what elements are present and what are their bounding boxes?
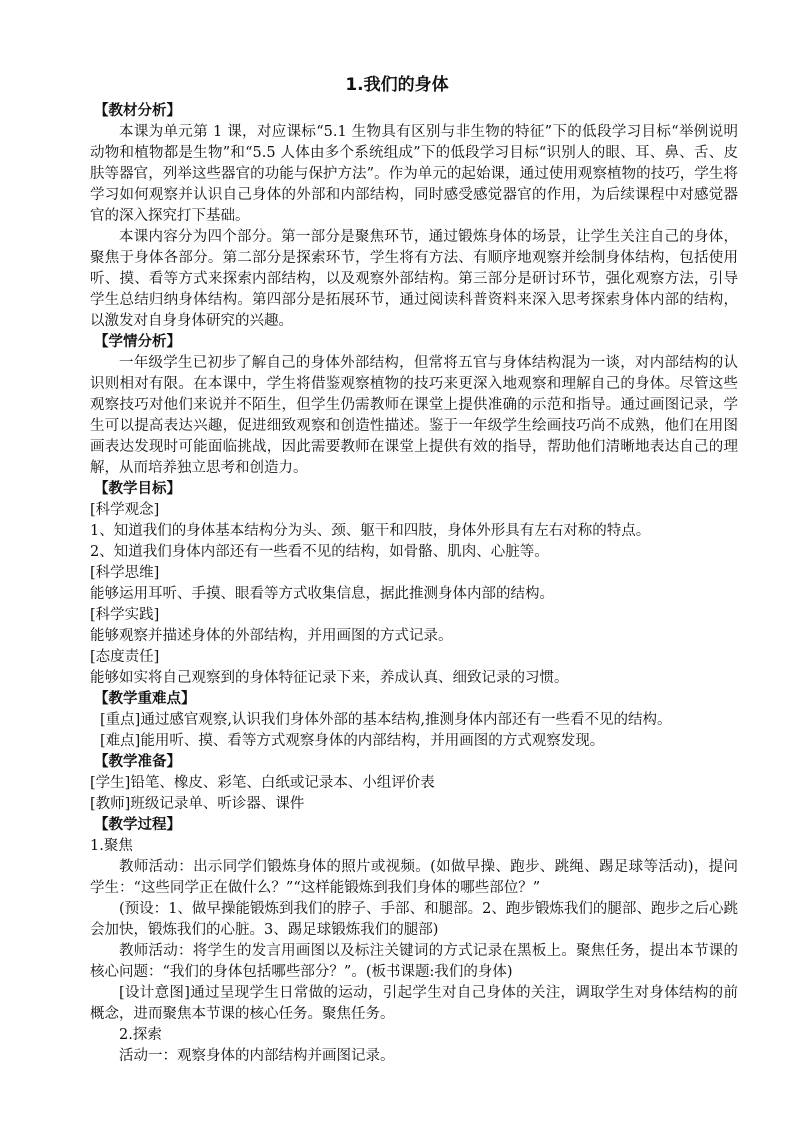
paragraph: 本课内容分为四个部分。第一部分是聚焦环节，通过锻炼身体的场景，让学生关注自己的身体，聚焦于身体各部分。第二部分是探索环节，学生将有方法、有顺序地观察并绘制身体结构，包括使用听、摸、看等方式来探索内部结构，以及观察外部结构。第三部分是研讨环节，强化观察方法，引导学生总结归纳身体结构。第四部分是拓展环节，通过阅读科普资料来深入思考探索身体内部的结构，以激发对自身身体研究的兴趣。 <box>90 229 738 329</box>
goal-item: 能够运用耳听、手摸、眼看等方式收集信息，据此推测身体内部的结构。 <box>90 586 554 602</box>
paragraph: [设计意图]通过呈现学生日常做的运动，引起学生对自己身体的关注，调取学生对身体结构的前概念，进而聚焦本节课的核心任务。聚焦任务。 <box>90 985 738 1022</box>
prep-item: [学生]铅笔、橡皮、彩笔、白纸或记录本、小组评价表 <box>90 775 435 791</box>
heading-preparation: 【教学准备】 <box>94 754 181 770</box>
paragraph: 本课为单元第 1 课，对应课标“5.1 生物具有区别与非生物的特征”下的低段学习目标“举例说明动物和植物都是生物”和“5.5 人体由多个系统组成”下的低段学习目标“识别人的眼、耳、鼻、舌、皮肤等器官，列举这些器官的功能与保护方法”。作为单元的起始课，通过使用观察植物的技巧，学生将学习如何观察并认识自己身体的外部和内部结构，同时感受感觉器官的作用，为后续课程中对感觉器官的深入探究打下基础。 <box>90 124 738 224</box>
paragraph: 一年级学生已初步了解自己的身体外部结构，但常将五官与身体结构混为一谈，对内部结构的认识则相对有限。在本课中，学生将借鉴观察植物的技巧来更深入地观察和理解自己的身体。尽管这些观察技巧对他们来说并不陌生，但学生仍需教师在课堂上提供准确的示范和指导。通过画图记录，学生可以提高表达兴趣，促进细致观察和创造性描述。鉴于一年级学生绘画技巧尚不成熟，他们在用图画表达发现时可能面临挑战，因此需要教师在课堂上提供有效的指导，帮助他们清晰地表达自己的理解，从而培养独立思考和创造力。 <box>90 355 738 476</box>
paragraph: 教师活动：将学生的发言用画图以及标注关键词的方式记录在黑板上。聚焦任务，提出本节课的核心问题：“我们的身体包括哪些部分？”。(板书课题:我们的身体) <box>90 943 738 980</box>
prep-item: [教师]班级记录单、听诊器、课件 <box>90 796 305 812</box>
goal-item: 能够如实将自己观察到的身体特征记录下来，养成认真、细致记录的习惯。 <box>90 670 569 686</box>
goal-item: 1、知道我们的身体基本结构分为头、颈、躯干和四肢，身体外形具有左右对称的特点。 <box>90 523 651 539</box>
heading-student-analysis: 【学情分析】 <box>94 334 181 350</box>
step-title: 2.探索 <box>119 1027 162 1043</box>
goal-category: [态度责任] <box>90 649 160 665</box>
heading-key-points: 【教学重难点】 <box>94 691 196 707</box>
step-title: 1.聚焦 <box>90 838 133 854</box>
goal-category: [科学观念] <box>90 502 160 518</box>
paragraph: 活动一：观察身体的内部结构并画图记录。 <box>119 1048 395 1064</box>
heading-process: 【教学过程】 <box>94 817 181 833</box>
page-title: 1.我们的身体 <box>345 75 449 95</box>
heading-textbook-analysis: 【教材分析】 <box>94 103 181 119</box>
paragraph: (预设：1、做早操能锻炼到我们的脖子、手部、和腿部。2、跑步锻炼我们的腿部、跑步之后心跳会加快，锻炼我们的心脏。3、踢足球锻炼我们的腿部) <box>90 901 738 938</box>
key-point: [重点]通过感官观察,认识我们身体外部的基本结构,推测身体内部还有一些看不见的结构。 <box>100 712 672 728</box>
paragraph: 教师活动：出示同学们锻炼身体的照片或视频。(如做早操、跑步、跳绳、踢足球等活动)，提问学生：“这些同学正在做什么？”“这样能锻炼到我们身体的哪些部位？” <box>90 859 738 896</box>
document-body <box>90 101 738 1067</box>
heading-teaching-goals: 【教学目标】 <box>94 481 181 497</box>
difficult-point: [难点]能用听、摸、看等方式观察身体的内部结构，并用画图的方式观察发现。 <box>100 733 605 749</box>
goal-item: 能够观察并描述身体的外部结构，并用画图的方式记录。 <box>90 628 453 644</box>
goal-category: [科学思维] <box>90 565 160 581</box>
goal-category: [科学实践] <box>90 607 160 623</box>
goal-item: 2、知道我们身体内部还有一些看不见的结构，如骨骼、肌肉、心脏等。 <box>90 544 549 560</box>
